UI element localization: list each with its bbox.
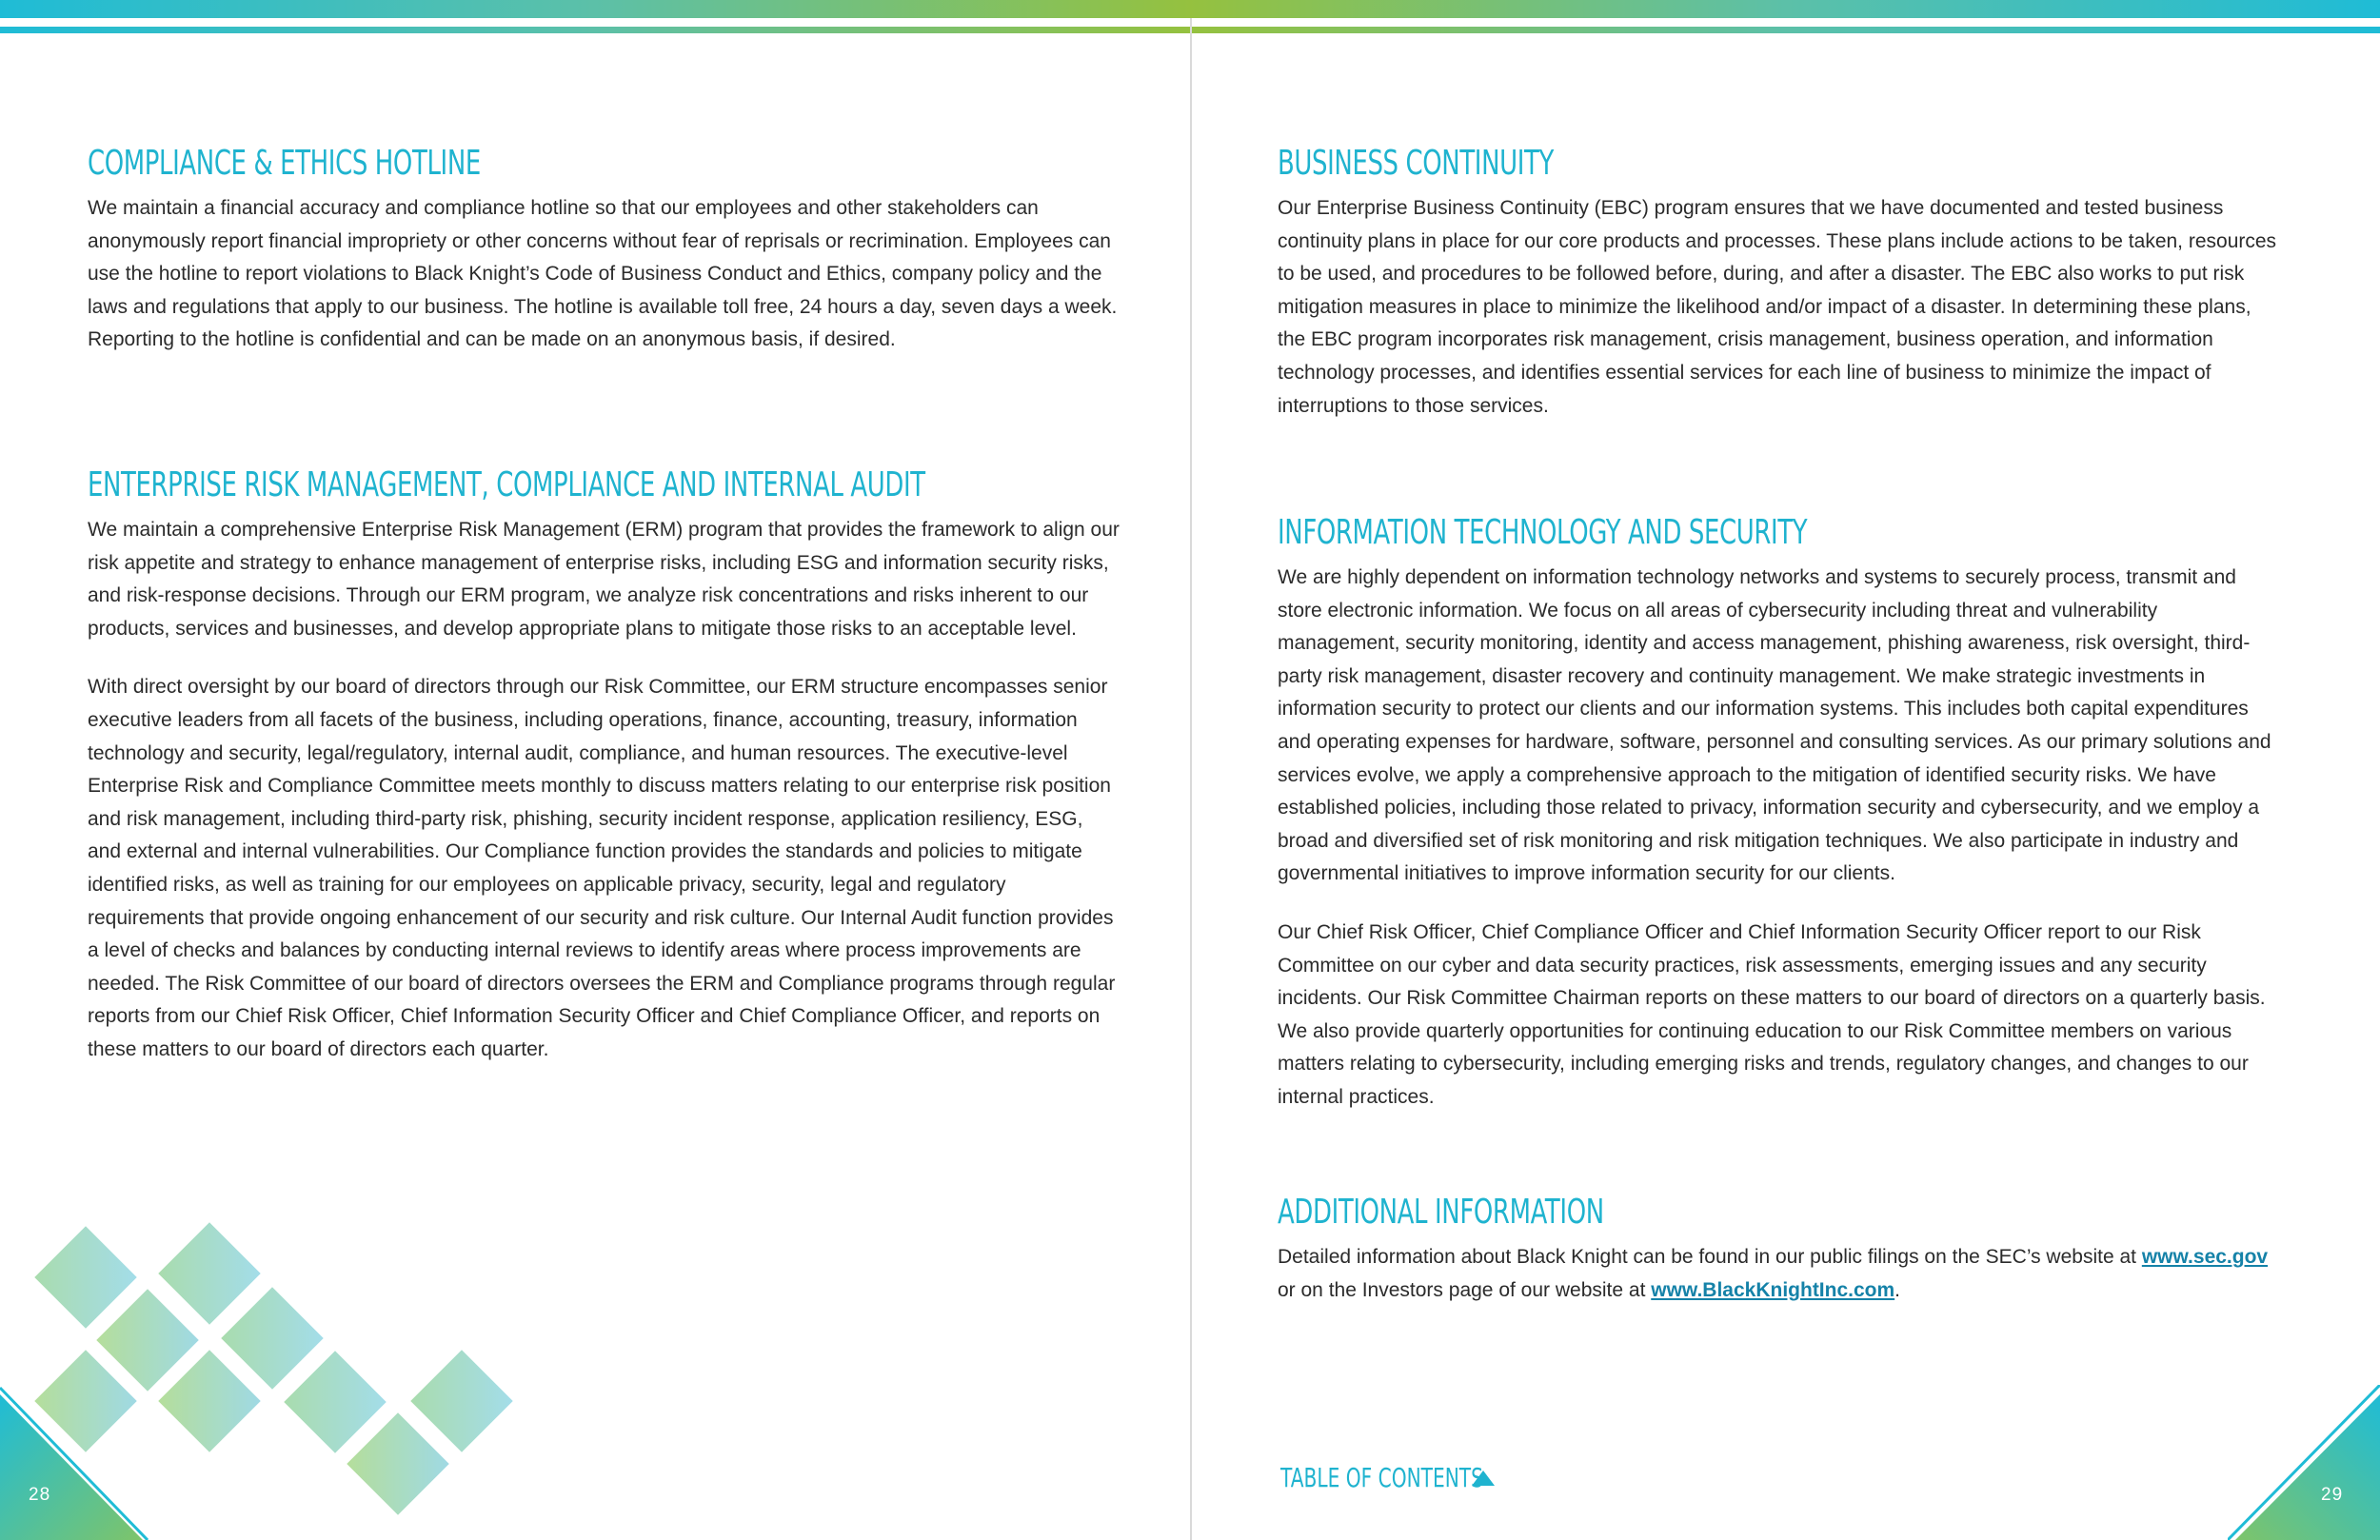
toc-label: TABLE OF CONTENTS <box>1280 1462 1483 1493</box>
diamond-8 <box>410 1350 512 1451</box>
corner-decoration-right <box>2228 1385 2380 1540</box>
hotline-section <box>88 143 1121 383</box>
erm-paragraph-1: We maintain a comprehensive Enterprise Risk Management (ERM) program that provides the framework to align our risk appetite and strategy to enhance management of enterprise risks, including ESG and information security risks, and risk-response decisions. Through our ERM program, we analyze risk concentrations and risks inherent to our products, services and businesses, and develop appropriate plans to mitigate those risks to an acceptable level. <box>88 519 1120 640</box>
diamond-pattern-decoration <box>0 1209 533 1540</box>
page-spine-divider <box>1190 18 1192 1540</box>
corner-triangle-right <box>2235 1394 2380 1540</box>
erm-paragraph-2: With direct oversight by our board of directors through our Risk Committee, our ERM structure encompasses senior executive leaders from all facets of the business, including operations, finance, accounting, treasury, information technology and security, legal/regulatory, internal audit, compliance, and human resources. The executive-level Enterprise Risk and Compliance Committee meets monthly to discuss matters relating to our enterprise risk position and risk management, including third-party risk, phishing, security incident response, application resiliency, ESG, and external and internal vulnerabilities. Our Compliance function provides the standards and policies to mitigate identified risks, as well as training for our employees on applicable privacy, security, legal and regulatory requirements that provide ongoing enhancement of our security and risk culture. Our Internal Audit function provides a level of checks and balances by conducting internal reviews to identify areas where process improvements are needed. The Risk Committee of our board of directors oversees the ERM and Compliance programs through regular reports from our Chief Risk Officer, Chief Information Security Officer and Chief Compliance Officer, and reports on these matters to our board of directors each quarter. <box>88 676 1116 1060</box>
additional-text-after: . <box>1894 1278 1901 1301</box>
additional-info-heading: ADDITIONAL INFORMATION <box>1278 1193 1604 1232</box>
diamond-7 <box>284 1351 386 1452</box>
continuity-body: Our Enterprise Business Continuity (EBC) program ensures that we have documented and tested business continuity plans in place for our core products and processes. These plans include actions to be taken, resources to be used, and procedures to be followed before, during, and after a disaster. The EBC also works to put risk mitigation measures in place to minimize the likelihood and/or impact of a disaster. In determining these plans, the EBC program incorporates risk management, crisis management, business operation, and information technology processes, and identifies essential services for each line of business to minimize the impact of interruptions to those services. <box>1278 197 2277 417</box>
erm-section <box>88 464 1121 1093</box>
additional-info-body <box>1278 1241 2282 1307</box>
top-gradient-bar <box>0 0 2380 18</box>
additional-text-middle: or on the Investors page of our website at <box>1278 1278 1652 1301</box>
hotline-heading: COMPLIANCE & ETHICS HOTLINE <box>88 144 481 183</box>
it-security-paragraph-1: We are highly dependent on information technology networks and systems to securely process, transmit and store electronic information. We focus on all areas of cybersecurity including threat and vulnerability management, security monitoring, identity and access management, phishing awareness, risk oversight, third-party risk management, disaster recovery and continuity management. We make strategic investments in information security to protect our clients and our information systems. This includes both capital expenditures and operating expenses for hardware, software, personnel and consulting services. As our primary solutions and services evolve, we apply a comprehensive approach to the mitigation of identified security risks. We have established policies, including those related to privacy, information security and cybersecurity, and we employ a broad and diversified set of risk monitoring and risk mitigation techniques. We also participate in industry and governmental initiatives to improve information security for our clients. <box>1278 566 2271 885</box>
page-number-left: 28 <box>29 1485 51 1505</box>
it-security-paragraph-2: Our Chief Risk Officer, Chief Compliance Officer and Chief Information Security Officer report to our Risk Committee on our cyber and data security practices, risk assessments, emerging issues and any security incidents. Our Risk Committee Chairman reports on these matters to our board of directors on a quarterly basis. We also provide quarterly opportunities for continuing education to our Risk Committee members on various matters relating to cybersecurity, including emerging risks and trends, regulatory changes, and changes to our internal practices. <box>1278 920 2266 1108</box>
page-number-right: 29 <box>2321 1485 2344 1505</box>
erm-heading: ENTERPRISE RISK MANAGEMENT, COMPLIANCE AND INTERNAL AUDIT <box>88 465 925 504</box>
it-security-heading: INFORMATION TECHNOLOGY AND SECURITY <box>1278 513 1808 552</box>
table-of-contents-link[interactable] <box>1280 1462 1495 1493</box>
sec-link[interactable]: www.sec.gov <box>2141 1246 2269 1268</box>
continuity-heading: BUSINESS CONTINUITY <box>1278 144 1554 183</box>
diamond-4 <box>221 1287 323 1389</box>
blackknight-link[interactable]: www.BlackKnightInc.com <box>1651 1278 1895 1301</box>
hotline-body: We maintain a financial accuracy and compliance hotline so that our employees and other stakeholders can anonymously report financial impropriety or other concerns without fear of reprisals or recrimination. Employees can use the hotline to report violations to Black Knight’s Code of Business Conduct and Ethics, company policy and the laws and regulations that apply to our business. The hotline is available toll free, 24 hours a day, seven days a week. Reporting to the hotline is confidential and can be made on an anonymous basis, if desired. <box>88 197 1118 351</box>
additional-info-section <box>1278 1192 2282 1333</box>
additional-text-before: Detailed information about Black Knight can be found in our public filings on the SEC’s website at <box>1278 1246 2142 1268</box>
diamond-3 <box>96 1289 198 1391</box>
diamond-6 <box>158 1350 260 1451</box>
diamond-5 <box>34 1350 136 1451</box>
diamond-9 <box>347 1412 448 1514</box>
continuity-section <box>1278 143 2282 448</box>
it-security-section <box>1278 512 2282 1140</box>
diamond-1 <box>34 1226 136 1328</box>
diamond-2 <box>158 1222 260 1324</box>
